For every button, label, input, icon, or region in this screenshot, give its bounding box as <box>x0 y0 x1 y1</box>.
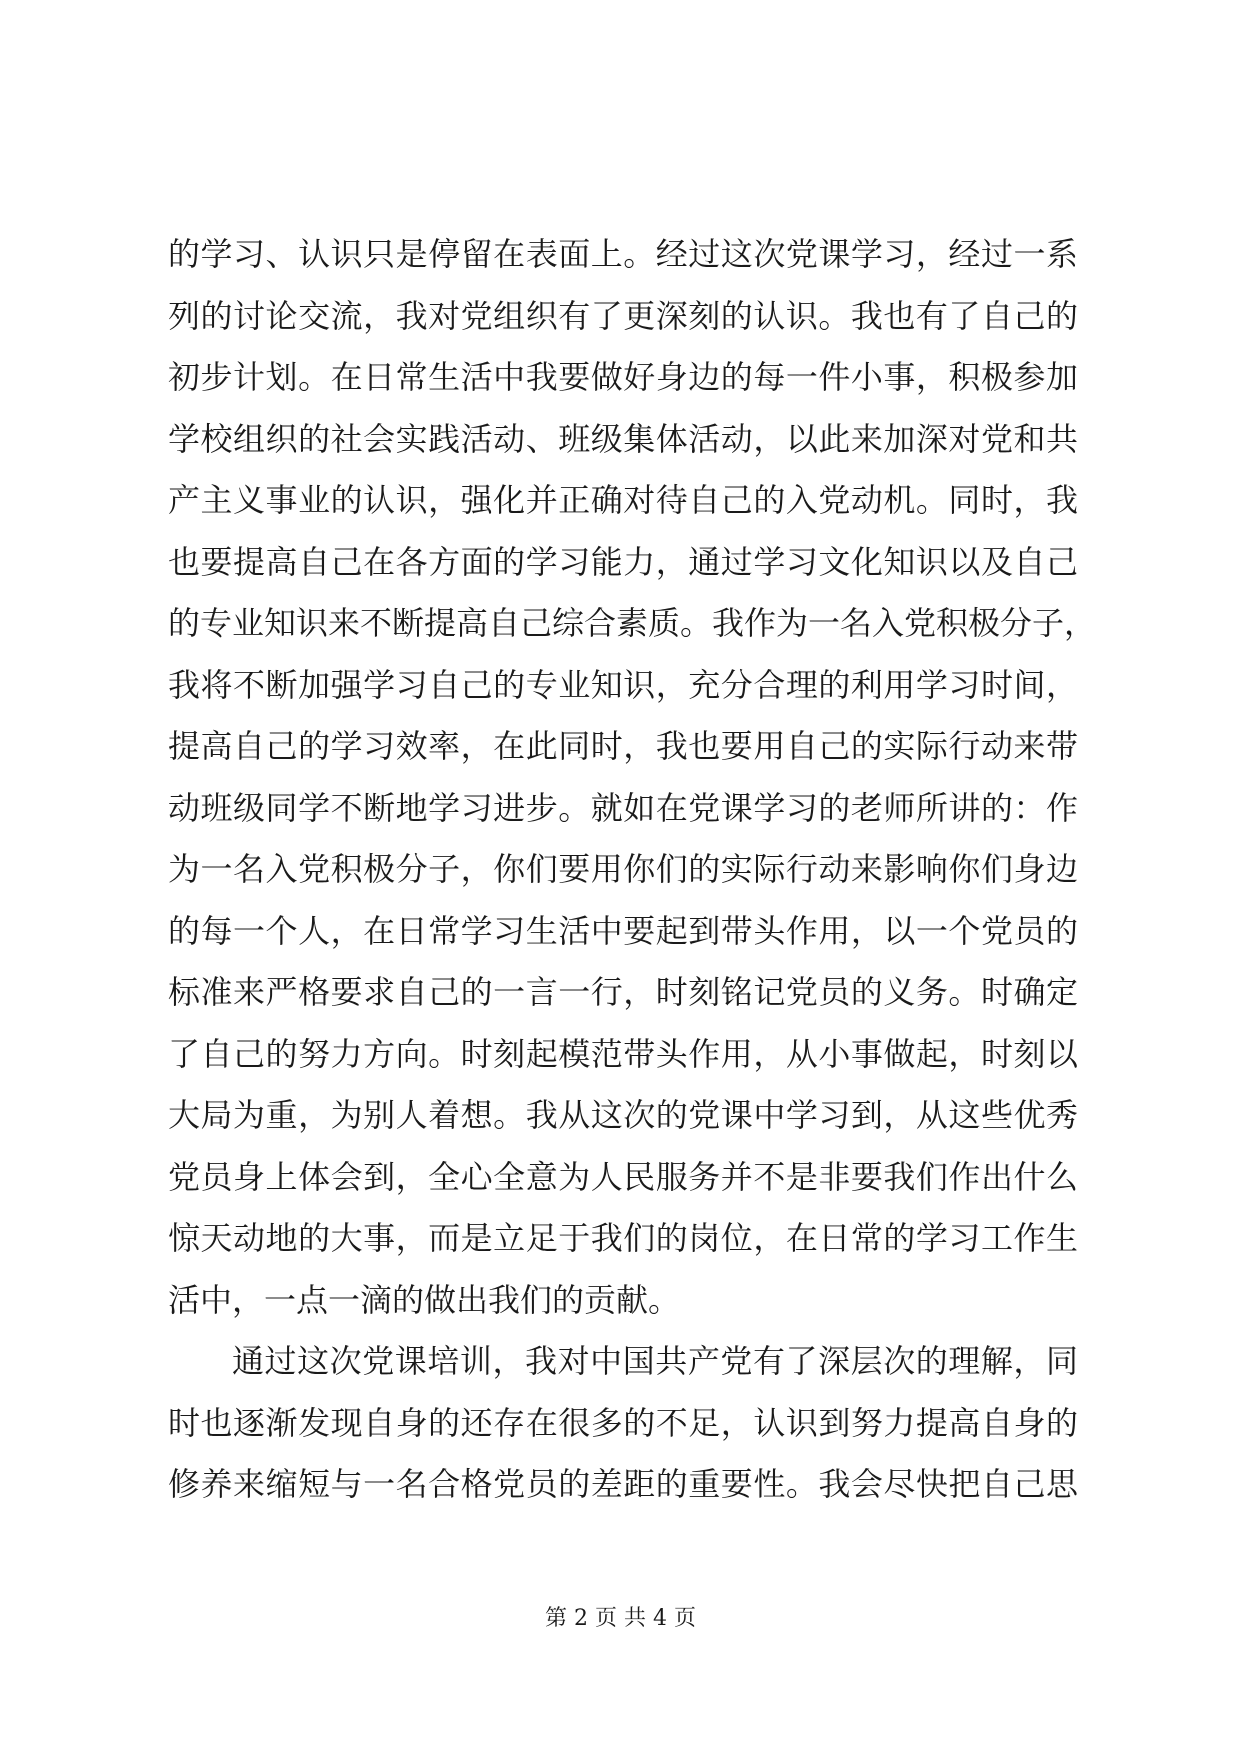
paragraph-1-line-12: 的每一个人，在日常学习生活中要起到带头作用，以一个党员的 <box>168 911 1078 950</box>
paragraph-1-line-10: 动班级同学不断地学习进步。就如在党课学习的老师所讲的：作 <box>168 788 1078 827</box>
paragraph-1-line-15: 大局为重，为别人着想。我从这次的党课中学习到，从这些优秀 <box>168 1096 1078 1134</box>
paragraph-1-line-9: 提高自己的学习效率，在此同时，我也要用自己的实际行动来带 <box>168 727 1078 765</box>
body-text <box>168 224 1097 1516</box>
paragraph-2-line-2: 时也逐渐发现自身的还存在很多的不足，认识到努力提高自身的 <box>168 1403 1078 1442</box>
paragraph-1-line-18: 活中，一点一滴的做出我们的贡献。 <box>168 1280 681 1319</box>
paragraph-1-line-11: 为一名入党积极分子，你们要用你们的实际行动来影响你们身边 <box>168 850 1078 888</box>
paragraph-1-line-17: 惊天动地的大事，而是立足于我们的岗位，在日常的学习工作生 <box>168 1219 1078 1257</box>
paragraph-1-line-8: 我将不断加强学习自己的专业知识，充分合理的利用学习时间， <box>168 665 1078 704</box>
paragraph-1-line-13: 标准来严格要求自己的一言一行，时刻铭记党员的义务。时确定 <box>168 973 1078 1011</box>
paragraph-1-line-7: 的专业知识来不断提高自己综合素质。我作为一名入党积极分子， <box>168 604 1097 642</box>
paragraph-1-line-6: 也要提高自己在各方面的学习能力，通过学习文化知识以及自己 <box>168 542 1078 581</box>
paragraph-1-line-1: 的学习、认识只是停留在表面上。经过这次党课学习，经过一系 <box>168 235 1078 273</box>
paragraph-1-line-2: 列的讨论交流，我对党组织有了更深刻的认识。我也有了自己的 <box>168 296 1078 335</box>
paragraph-1-line-4: 学校组织的社会实践活动、班级集体活动，以此来加深对党和共 <box>168 419 1078 458</box>
paragraph-1-line-3: 初步计划。在日常生活中我要做好身边的每一件小事，积极参加 <box>168 358 1078 396</box>
paragraph-1-line-14: 了自己的努力方向。时刻起模范带头作用，从小事做起，时刻以 <box>168 1034 1078 1073</box>
page-number-footer: 第 2 页 共 4 页 <box>545 1606 696 1631</box>
paragraph-2-line-1: 通过这次党课培训，我对中国共产党有了深层次的理解，同 <box>232 1342 1078 1380</box>
paragraph-1-line-16: 党员身上体会到，全心全意为人民服务并不是非要我们作出什么 <box>168 1157 1078 1196</box>
paragraph-2-line-3: 修养来缩短与一名合格党员的差距的重要性。我会尽快把自己思 <box>168 1465 1078 1503</box>
paragraph-1-line-5: 产主义事业的认识，强化并正确对待自己的入党动机。同时，我 <box>168 481 1078 519</box>
